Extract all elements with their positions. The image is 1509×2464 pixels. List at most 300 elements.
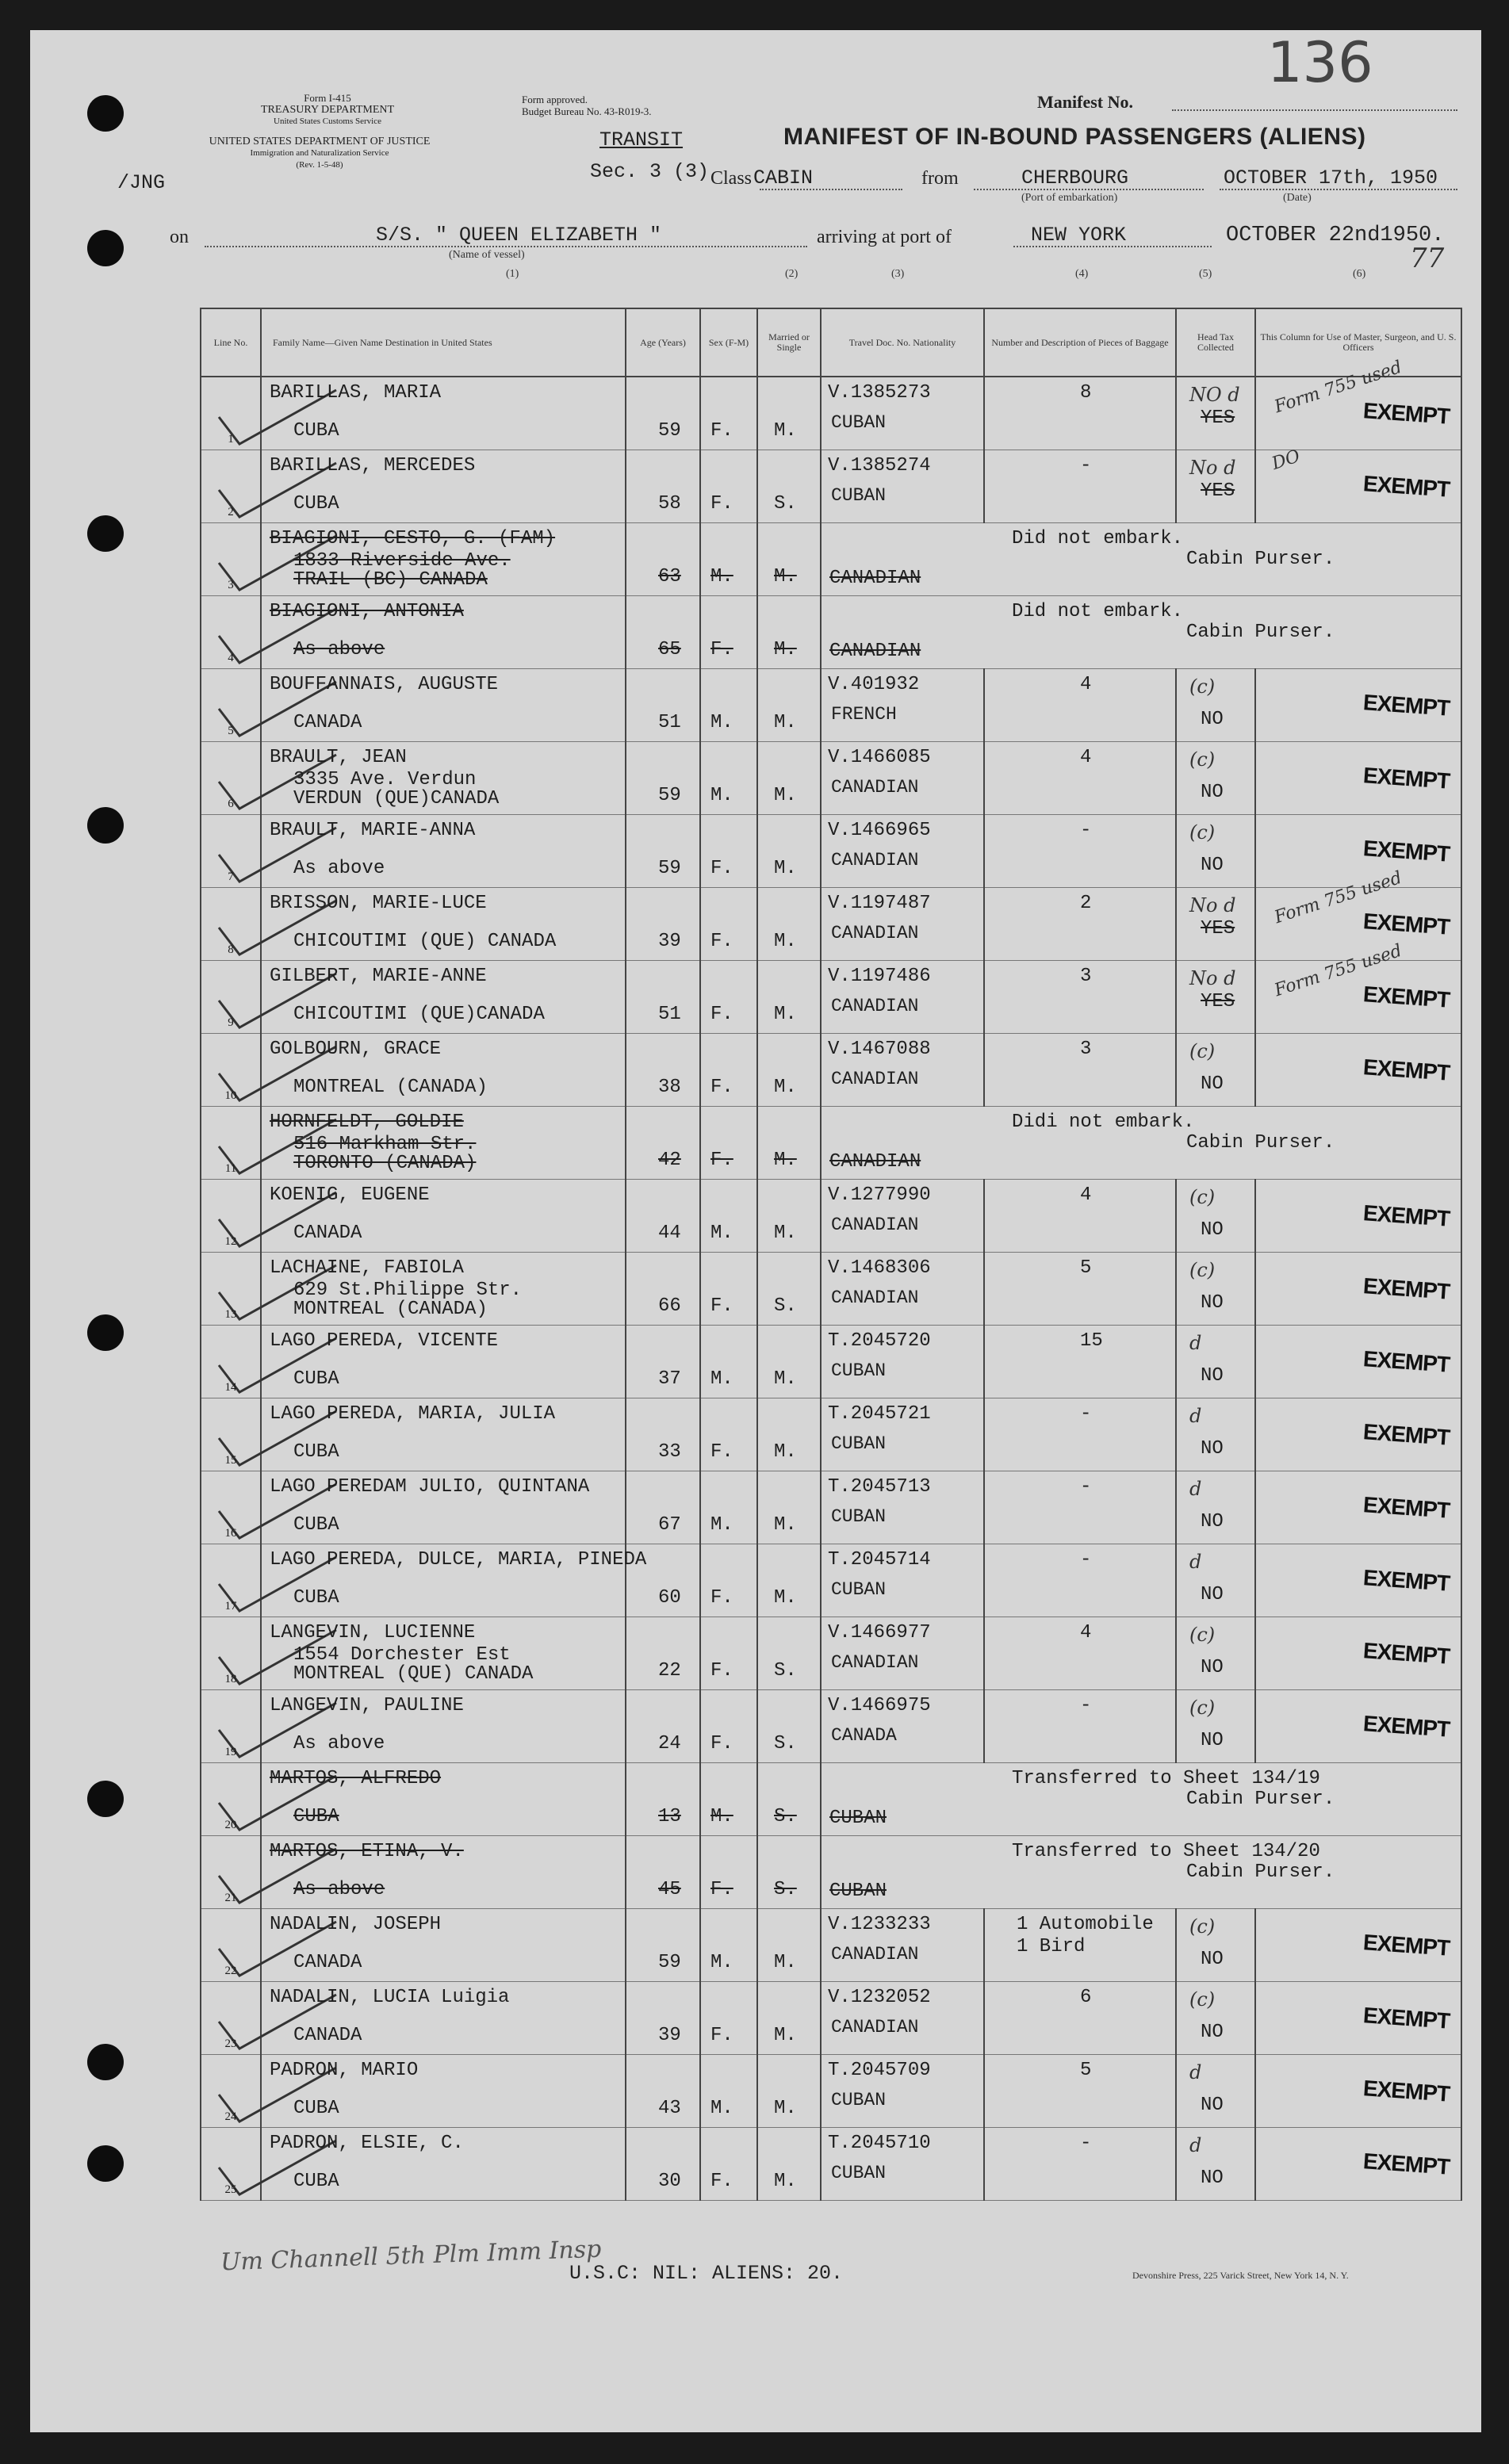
nationality: CUBAN xyxy=(831,1360,887,1381)
name-cell xyxy=(261,888,626,961)
baggage-cell xyxy=(984,1326,1176,1398)
nationality: CANADIAN xyxy=(829,568,921,589)
passenger-name: PADRON, ELSIE, C. xyxy=(270,2133,464,2154)
destination: CUBA xyxy=(293,1806,339,1827)
port-of-embarkation: CHERBOURG xyxy=(1021,166,1129,189)
head-tax-mark: (c) xyxy=(1189,1040,1216,1062)
baggage: 15 xyxy=(1080,1330,1103,1352)
marital-cell xyxy=(757,961,821,1034)
age-cell xyxy=(626,1982,700,2055)
passenger-name: PADRON, MARIO xyxy=(270,2060,419,2081)
sex-cell xyxy=(700,523,757,596)
exempt-stamp: EXEMPT xyxy=(1362,1711,1450,1742)
sex: M. xyxy=(710,1222,733,1244)
head-tax-cell xyxy=(1176,450,1255,523)
passenger-name: BRAULT, MARIE-ANNA xyxy=(270,820,476,841)
travel-doc-cell xyxy=(821,2128,984,2201)
head-tax-mark: No d xyxy=(1189,967,1236,989)
name-cell xyxy=(261,1107,626,1180)
destination: CANADA xyxy=(293,2025,362,2046)
head-tax: YES xyxy=(1201,407,1235,429)
head-tax-cell xyxy=(1176,742,1255,815)
line-number: 18 xyxy=(224,1673,237,1685)
sex-cell xyxy=(700,1471,757,1544)
baggage-cell xyxy=(984,1909,1176,1982)
date-caption: (Date) xyxy=(1283,192,1312,204)
travel-doc-cell xyxy=(821,1034,984,1107)
table-row xyxy=(201,669,1461,742)
sex: F. xyxy=(710,931,733,952)
travel-doc: V.1232052 xyxy=(828,1987,931,2008)
head-tax-cell xyxy=(1176,1690,1255,1763)
head-tax-cell xyxy=(1176,2128,1255,2201)
sex-cell xyxy=(700,1253,757,1326)
age-cell xyxy=(626,1107,700,1180)
date-line xyxy=(1220,189,1457,190)
punch-hole xyxy=(87,95,124,132)
destination: CANADA xyxy=(293,712,362,733)
baggage: 6 xyxy=(1080,1987,1092,2008)
destination: CUBA xyxy=(293,1368,339,1390)
age: 66 xyxy=(658,1295,681,1317)
head-tax-mark: NO d xyxy=(1189,384,1240,406)
marital-cell xyxy=(757,450,821,523)
destination: As above xyxy=(293,639,385,660)
table-row xyxy=(201,1326,1461,1398)
nationality: CUBAN xyxy=(831,1579,887,1600)
sex: F. xyxy=(710,420,733,442)
head-tax-cell xyxy=(1176,377,1255,450)
punch-hole xyxy=(87,1781,124,1817)
age: 67 xyxy=(658,1514,681,1536)
nationality: CANADIAN xyxy=(831,850,919,870)
line-number: 19 xyxy=(224,1746,237,1758)
line-number: 1 xyxy=(228,433,234,446)
table-row xyxy=(201,888,1461,961)
sex-cell xyxy=(700,450,757,523)
sex-cell xyxy=(700,1690,757,1763)
officer-cell xyxy=(1255,940,1461,1034)
line-number: 12 xyxy=(224,1235,237,1248)
col-number: (4) xyxy=(1075,268,1089,280)
class-value: CABIN xyxy=(753,166,814,189)
name-cell xyxy=(261,2128,626,2201)
line-number-cell xyxy=(201,2055,261,2128)
head-tax-mark: No d xyxy=(1189,894,1236,916)
name-cell xyxy=(261,596,626,669)
head-tax-cell xyxy=(1176,2055,1255,2128)
line-number: 7 xyxy=(228,870,234,883)
head-tax-cell xyxy=(1176,1398,1255,1471)
line-number-cell xyxy=(201,450,261,523)
head-tax: NO xyxy=(1201,1292,1224,1314)
destination: CUBA xyxy=(293,1441,339,1463)
age: 43 xyxy=(658,2098,681,2119)
travel-doc: V.1197486 xyxy=(828,966,931,987)
marital-status: S. xyxy=(774,493,797,515)
approval-block: Form approved. Budget Bureau No. 43-R019-3. xyxy=(522,94,652,117)
head-tax: NO xyxy=(1201,1219,1224,1241)
age: 44 xyxy=(658,1222,681,1244)
marital-status: S. xyxy=(774,1295,797,1317)
sex: F. xyxy=(710,1733,733,1754)
head-tax-mark: d xyxy=(1189,1405,1202,1427)
officer-cell xyxy=(1255,742,1461,815)
line-number: 24 xyxy=(224,2110,237,2123)
travel-doc: V.1466975 xyxy=(828,1695,931,1716)
head-tax-mark: d xyxy=(1189,1332,1202,1354)
name-cell xyxy=(261,523,626,596)
line-number-cell xyxy=(201,1836,261,1909)
nationality: CANADIAN xyxy=(831,1652,919,1673)
age: 24 xyxy=(658,1733,681,1754)
address: 629 St.Philippe Str. xyxy=(293,1280,523,1301)
baggage: - xyxy=(1080,820,1092,841)
age-cell xyxy=(626,1690,700,1763)
col-line-no: Line No. xyxy=(201,308,261,377)
officer-cell xyxy=(1255,1471,1461,1544)
head-tax-mark: (c) xyxy=(1189,1697,1216,1719)
officer-cell xyxy=(1255,867,1461,961)
line-number-cell xyxy=(201,596,261,669)
col-number: (5) xyxy=(1199,268,1212,280)
age-cell xyxy=(626,1763,700,1836)
line-number: 16 xyxy=(224,1527,237,1540)
baggage: 5 xyxy=(1080,2060,1092,2081)
sex-cell xyxy=(700,669,757,742)
age-cell xyxy=(626,523,700,596)
sex: F. xyxy=(710,639,733,660)
age-cell xyxy=(626,669,700,742)
exempt-stamp: EXEMPT xyxy=(1362,1638,1450,1669)
name-cell xyxy=(261,377,626,450)
travel-doc: T.2045709 xyxy=(828,2060,931,2081)
nationality: CUBAN xyxy=(829,1808,887,1829)
sex: F. xyxy=(710,493,733,515)
exempt-stamp: EXEMPT xyxy=(1362,1273,1450,1304)
travel-doc: T.2045710 xyxy=(828,2133,931,2154)
officer-cell xyxy=(1255,446,1461,523)
age: 59 xyxy=(658,1952,681,1973)
col-age: Age (Years) xyxy=(626,308,700,377)
port-caption: (Port of embarkation) xyxy=(1021,192,1118,204)
exempt-stamp: EXEMPT xyxy=(1362,2076,1450,2106)
table-row xyxy=(201,1836,1461,1909)
head-tax-mark: (c) xyxy=(1189,1915,1216,1938)
baggage: - xyxy=(1080,2133,1092,2154)
baggage: - xyxy=(1080,1403,1092,1425)
name-cell xyxy=(261,1253,626,1326)
line-number-cell xyxy=(201,377,261,450)
name-cell xyxy=(261,1909,626,1982)
line-number: 21 xyxy=(224,1892,237,1904)
line-number-cell xyxy=(201,1180,261,1253)
destination: TORONTO (CANADA) xyxy=(293,1153,477,1174)
marital-cell xyxy=(757,1398,821,1471)
col-number: (6) xyxy=(1353,268,1366,280)
sex-cell xyxy=(700,2055,757,2128)
age-cell xyxy=(626,596,700,669)
punch-hole xyxy=(87,807,124,844)
travel-doc: V.1466977 xyxy=(828,1622,931,1643)
exempt-stamp: EXEMPT xyxy=(1362,909,1450,939)
passenger-name: BARILLAS, MERCEDES xyxy=(270,455,476,476)
address: 1833 Riverside Ave. xyxy=(293,550,511,572)
head-tax: NO xyxy=(1201,1730,1224,1751)
marital-cell xyxy=(757,2128,821,2201)
printer-credit: Devonshire Press, 225 Varick Street, New York 14, N. Y. xyxy=(1132,2270,1349,2281)
marital-cell xyxy=(757,2055,821,2128)
travel-doc-cell xyxy=(821,1326,984,1398)
marital-status: M. xyxy=(774,1587,797,1609)
marital-cell xyxy=(757,888,821,961)
name-cell xyxy=(261,961,626,1034)
arrival-port: NEW YORK xyxy=(1031,224,1127,247)
travel-doc-cell xyxy=(821,1982,984,2055)
nationality: CUBAN xyxy=(829,1881,887,1902)
name-cell xyxy=(261,1471,626,1544)
nationality: CANADIAN xyxy=(831,1944,919,1965)
head-tax-mark: (c) xyxy=(1189,675,1216,698)
table-row xyxy=(201,1180,1461,1253)
travel-doc-cell xyxy=(821,1471,984,1544)
marital-status: M. xyxy=(774,712,797,733)
baggage-cell xyxy=(984,1471,1176,1544)
exempt-stamp: EXEMPT xyxy=(1362,1200,1450,1231)
travel-doc-cell xyxy=(821,1253,984,1326)
head-tax-cell xyxy=(1176,1544,1255,1617)
age-cell xyxy=(626,888,700,961)
name-cell xyxy=(261,450,626,523)
remark-cell xyxy=(821,1107,1461,1180)
table-row xyxy=(201,1690,1461,1763)
officer-handwriting: Form 755 used xyxy=(1272,940,1405,1001)
line-number-cell xyxy=(201,669,261,742)
line-number-cell xyxy=(201,742,261,815)
officer-handwriting: DO xyxy=(1270,446,1303,474)
travel-doc: V.1197487 xyxy=(828,893,931,914)
passenger-name: NADALIN, LUCIA Luigia xyxy=(270,1987,510,2008)
age: 65 xyxy=(658,639,681,660)
officer-cell xyxy=(1255,1034,1461,1107)
passenger-name: KOENIG, EUGENE xyxy=(270,1184,430,1206)
exempt-stamp: EXEMPT xyxy=(1362,2148,1450,2179)
line-number: 6 xyxy=(228,798,234,810)
head-tax: YES xyxy=(1201,918,1235,939)
sex: F. xyxy=(710,1660,733,1682)
inspector-signature: Um Channell 5th Plm Imm Insp xyxy=(220,2235,602,2277)
line-number-cell xyxy=(201,1909,261,1982)
line-number: 9 xyxy=(228,1016,234,1029)
page-title: MANIFEST OF IN-BOUND PASSENGERS (ALIENS) xyxy=(783,124,1366,150)
baggage: - xyxy=(1080,1476,1092,1498)
head-tax: NO xyxy=(1201,1949,1224,1970)
sex-cell xyxy=(700,2128,757,2201)
destination: VERDUN (QUE)CANADA xyxy=(293,788,500,809)
destination: CUBA xyxy=(293,493,339,515)
passenger-name: BARILLAS, MARIA xyxy=(270,382,442,404)
age-cell xyxy=(626,2055,700,2128)
nationality: CANADIAN xyxy=(831,1069,919,1089)
age-cell xyxy=(626,2128,700,2201)
marital-status: M. xyxy=(774,1952,797,1973)
age-cell xyxy=(626,1909,700,1982)
age: 39 xyxy=(658,2025,681,2046)
officer-cell xyxy=(1255,2055,1461,2128)
sex-cell xyxy=(700,596,757,669)
table-row xyxy=(201,1544,1461,1617)
table-row xyxy=(201,1398,1461,1471)
name-cell xyxy=(261,1690,626,1763)
travel-doc: V.1233233 xyxy=(828,1914,931,1935)
name-cell xyxy=(261,742,626,815)
head-tax: NO xyxy=(1201,1657,1224,1678)
marital-cell xyxy=(757,1034,821,1107)
marital-cell xyxy=(757,1180,821,1253)
officer-cell xyxy=(1255,1690,1461,1763)
marital-cell xyxy=(757,669,821,742)
baggage-cell xyxy=(984,669,1176,742)
officer-cell xyxy=(1255,1180,1461,1253)
destination: CANADA xyxy=(293,1952,362,1973)
nationality: CANADIAN xyxy=(831,1287,919,1308)
travel-doc-cell xyxy=(821,1544,984,1617)
sex: M. xyxy=(710,785,733,806)
line-number-cell xyxy=(201,1982,261,2055)
cabin-purser-note: Cabin Purser. xyxy=(1186,1861,1335,1883)
destination: CANADA xyxy=(293,1222,362,1244)
head-tax-mark: d xyxy=(1189,2061,1202,2083)
exempt-stamp: EXEMPT xyxy=(1362,1346,1450,1377)
table-row xyxy=(201,2055,1461,2128)
col-sex: Sex (F-M) xyxy=(700,308,757,377)
baggage: 4 xyxy=(1080,747,1092,768)
alien-summary: U.S.C: NIL: ALIENS: 20. xyxy=(569,2262,844,2285)
head-tax: NO xyxy=(1201,1511,1224,1532)
marital-cell xyxy=(757,1326,821,1398)
corner-mark: 77 xyxy=(1410,243,1445,274)
marital-cell xyxy=(757,596,821,669)
name-cell xyxy=(261,1034,626,1107)
departure-date: OCTOBER 17th, 1950 xyxy=(1224,166,1438,189)
vessel-name: S/S. " QUEEN ELIZABETH " xyxy=(376,224,662,247)
head-tax-cell xyxy=(1176,669,1255,742)
name-cell xyxy=(261,1836,626,1909)
table-row xyxy=(201,1107,1461,1180)
passenger-name: MARTOS, ETINA, V. xyxy=(270,1841,464,1862)
travel-doc: T.2045720 xyxy=(828,1330,931,1352)
marital-cell xyxy=(757,1982,821,2055)
marital-status: M. xyxy=(774,639,797,660)
marital-status: M. xyxy=(774,566,797,587)
exempt-stamp: EXEMPT xyxy=(1362,981,1450,1012)
head-tax: NO xyxy=(1201,1438,1224,1460)
cabin-purser-note: Cabin Purser. xyxy=(1186,1789,1335,1810)
marital-cell xyxy=(757,1836,821,1909)
head-tax-cell xyxy=(1176,888,1255,961)
destination: As above xyxy=(293,1733,385,1754)
line-number: 11 xyxy=(224,1162,237,1175)
head-tax-cell xyxy=(1176,1617,1255,1690)
table-row xyxy=(201,1763,1461,1836)
passenger-name: GOLBOURN, GRACE xyxy=(270,1039,442,1060)
officer-cell xyxy=(1255,2128,1461,2201)
officer-cell xyxy=(1255,815,1461,888)
age-cell xyxy=(626,815,700,888)
head-tax-mark: No d xyxy=(1189,457,1236,479)
officer-cell xyxy=(1255,1617,1461,1690)
line-number: 14 xyxy=(224,1381,237,1394)
head-tax: YES xyxy=(1201,991,1235,1012)
sex: M. xyxy=(710,2098,733,2119)
line-number: 22 xyxy=(224,1965,237,1977)
head-tax: NO xyxy=(1201,2095,1224,2116)
exempt-stamp: EXEMPT xyxy=(1362,1054,1450,1085)
col-baggage: Number and Description of Pieces of Baggage xyxy=(984,308,1176,377)
nationality: CUBAN xyxy=(831,1433,887,1454)
travel-doc-cell xyxy=(821,888,984,961)
nationality: CANADIAN xyxy=(831,923,919,943)
head-tax-cell xyxy=(1176,1034,1255,1107)
baggage: 4 xyxy=(1080,1622,1092,1643)
manifest-no-line xyxy=(1172,109,1457,111)
passenger-name: BRAULT, JEAN xyxy=(270,747,407,768)
marital-status: M. xyxy=(774,1514,797,1536)
col-number: (1) xyxy=(506,268,519,280)
sex-cell xyxy=(700,1180,757,1253)
baggage-cell xyxy=(984,377,1176,450)
sex-cell xyxy=(700,1836,757,1909)
destination: MONTREAL (QUE) CANADA xyxy=(293,1663,534,1685)
age-cell xyxy=(626,1544,700,1617)
class-line xyxy=(760,189,902,190)
baggage-cell xyxy=(984,1253,1176,1326)
travel-doc: V.1385273 xyxy=(828,382,931,404)
line-number-cell xyxy=(201,1617,261,1690)
marital-status: S. xyxy=(774,1660,797,1682)
col-officers: This Column for Use of Master, Surgeon, and U. S. Officers xyxy=(1255,308,1461,377)
punch-hole xyxy=(87,515,124,552)
line-number: 10 xyxy=(224,1089,237,1102)
line-number-cell xyxy=(201,1034,261,1107)
baggage-cell xyxy=(984,1617,1176,1690)
marital-cell xyxy=(757,1471,821,1544)
age-cell xyxy=(626,1471,700,1544)
marital-status: M. xyxy=(774,2025,797,2046)
travel-doc: V.1466965 xyxy=(828,820,931,841)
marital-cell xyxy=(757,1107,821,1180)
punch-hole xyxy=(87,2044,124,2080)
sex-cell xyxy=(700,377,757,450)
sex: F. xyxy=(710,858,733,879)
name-cell xyxy=(261,815,626,888)
name-cell xyxy=(261,1544,647,1617)
line-number: 5 xyxy=(228,725,234,737)
head-tax-mark: d xyxy=(1189,1551,1202,1573)
passenger-name: LAGO PEREDA, VICENTE xyxy=(270,1330,499,1352)
exempt-stamp: EXEMPT xyxy=(1362,836,1450,867)
destination: CUBA xyxy=(293,2098,339,2119)
name-cell xyxy=(261,669,626,742)
destination: CUBA xyxy=(293,420,339,442)
nationality: CANADA xyxy=(831,1725,897,1746)
sex: M. xyxy=(710,1952,733,1973)
destination: CHICOUTIMI (QUE) CANADA xyxy=(293,931,557,952)
exempt-stamp: EXEMPT xyxy=(1362,1930,1450,1961)
officer-handwriting: Form 755 used xyxy=(1272,867,1405,928)
line-number-cell xyxy=(201,2128,261,2201)
line-number: 23 xyxy=(224,2037,237,2050)
